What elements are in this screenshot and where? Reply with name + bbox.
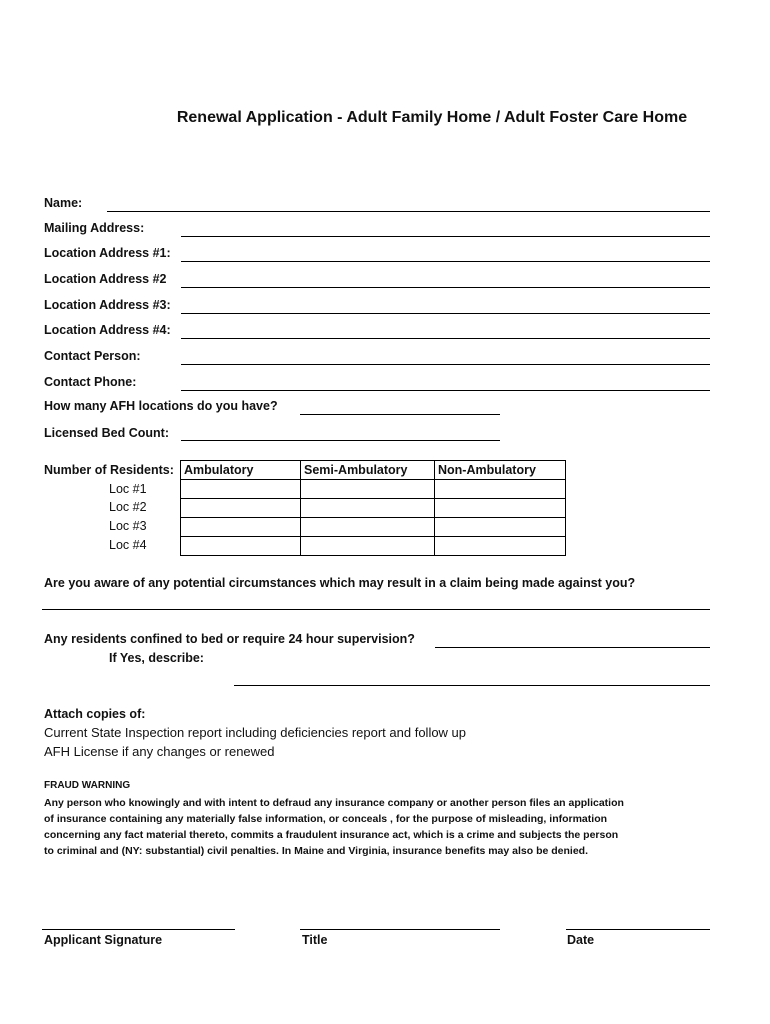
location-address-2-input-line[interactable] — [181, 287, 710, 288]
attach-item: Current State Inspection report including deficiencies report and follow up — [44, 725, 467, 740]
page-title: Renewal Application - Adult Family Home / Adult Foster Care Home — [176, 109, 688, 126]
title-line[interactable] — [300, 929, 500, 930]
claim-answer-line[interactable] — [42, 609, 710, 610]
table-cell[interactable] — [301, 499, 435, 518]
afh-locations-label: How many AFH locations do you have? — [44, 399, 278, 413]
table-cell[interactable] — [301, 537, 435, 556]
contact-person-label: Contact Person: — [44, 349, 141, 363]
location-address-4-input-line[interactable] — [181, 338, 710, 339]
table-header-row — [181, 461, 566, 480]
if-yes-describe-label: If Yes, describe: — [109, 651, 204, 665]
bed-count-input-line[interactable] — [181, 440, 500, 441]
name-label: Name: — [44, 196, 83, 210]
location-address-4-label: Location Address #4: — [44, 323, 171, 337]
column-header-ambulatory: Ambulatory — [181, 461, 301, 480]
table-cell[interactable] — [301, 518, 435, 537]
loc-1-label: Loc #1 — [109, 482, 147, 496]
location-address-3-input-line[interactable] — [181, 313, 710, 314]
table-cell[interactable] — [435, 518, 566, 537]
table-cell[interactable] — [301, 480, 435, 499]
fraud-warning-heading: FRAUD WARNING — [44, 780, 131, 791]
fraud-warning-text: Any person who knowingly and with intent to defraud any insurance company or another person files an application of insurance containing any materially false information, or conceals , for the purpose of misleading, information concerning any fact material thereto, commits a fraudulent insurance act, which is a crime and subjects the person to criminal and (NY: substantial) civil penalties. In Maine and Virginia, insurance benefits may also be denied. — [44, 797, 624, 857]
table-row — [181, 518, 566, 537]
column-header-semi-ambulatory: Semi-Ambulatory — [301, 461, 435, 480]
table-cell[interactable] — [435, 537, 566, 556]
confined-question: Any residents confined to bed or require 24 hour supervision? — [44, 632, 415, 646]
mailing-address-input-line[interactable] — [181, 236, 710, 237]
attach-heading: Attach copies of: — [44, 707, 146, 721]
bed-count-label: Licensed Bed Count: — [44, 426, 170, 440]
attach-item: AFH License if any changes or renewed — [44, 744, 275, 759]
table-cell[interactable] — [181, 537, 301, 556]
table-cell[interactable] — [435, 499, 566, 518]
date-label: Date — [567, 933, 595, 947]
applicant-signature-line[interactable] — [42, 929, 235, 930]
table-row — [181, 480, 566, 499]
name-input-line[interactable] — [107, 211, 710, 212]
date-line[interactable] — [566, 929, 710, 930]
title-label: Title — [302, 933, 328, 947]
location-address-1-input-line[interactable] — [181, 261, 710, 262]
contact-phone-label: Contact Phone: — [44, 375, 137, 389]
loc-2-label: Loc #2 — [109, 500, 147, 514]
location-address-3-label: Location Address #3: — [44, 298, 171, 312]
contact-phone-input-line[interactable] — [181, 390, 710, 391]
table-cell[interactable] — [181, 499, 301, 518]
location-address-1-label: Location Address #1: — [44, 246, 171, 260]
column-header-non-ambulatory: Non-Ambulatory — [435, 461, 566, 480]
mailing-address-label: Mailing Address: — [44, 221, 145, 235]
applicant-signature-label: Applicant Signature — [44, 933, 163, 947]
contact-person-input-line[interactable] — [181, 364, 710, 365]
afh-locations-input-line[interactable] — [300, 414, 500, 415]
table-cell[interactable] — [181, 480, 301, 499]
table-cell[interactable] — [435, 480, 566, 499]
table-cell[interactable] — [181, 518, 301, 537]
if-yes-describe-line[interactable] — [234, 685, 710, 686]
location-address-2-label: Location Address #2 — [44, 272, 167, 286]
residents-table — [180, 460, 566, 556]
number-of-residents-label: Number of Residents: — [44, 463, 174, 477]
loc-3-label: Loc #3 — [109, 519, 147, 533]
claim-question: Are you aware of any potential circumstances which may result in a claim being made against you? — [44, 576, 636, 590]
loc-4-label: Loc #4 — [109, 538, 147, 552]
table-row — [181, 499, 566, 518]
table-row — [181, 537, 566, 556]
confined-answer-line[interactable] — [435, 647, 710, 648]
